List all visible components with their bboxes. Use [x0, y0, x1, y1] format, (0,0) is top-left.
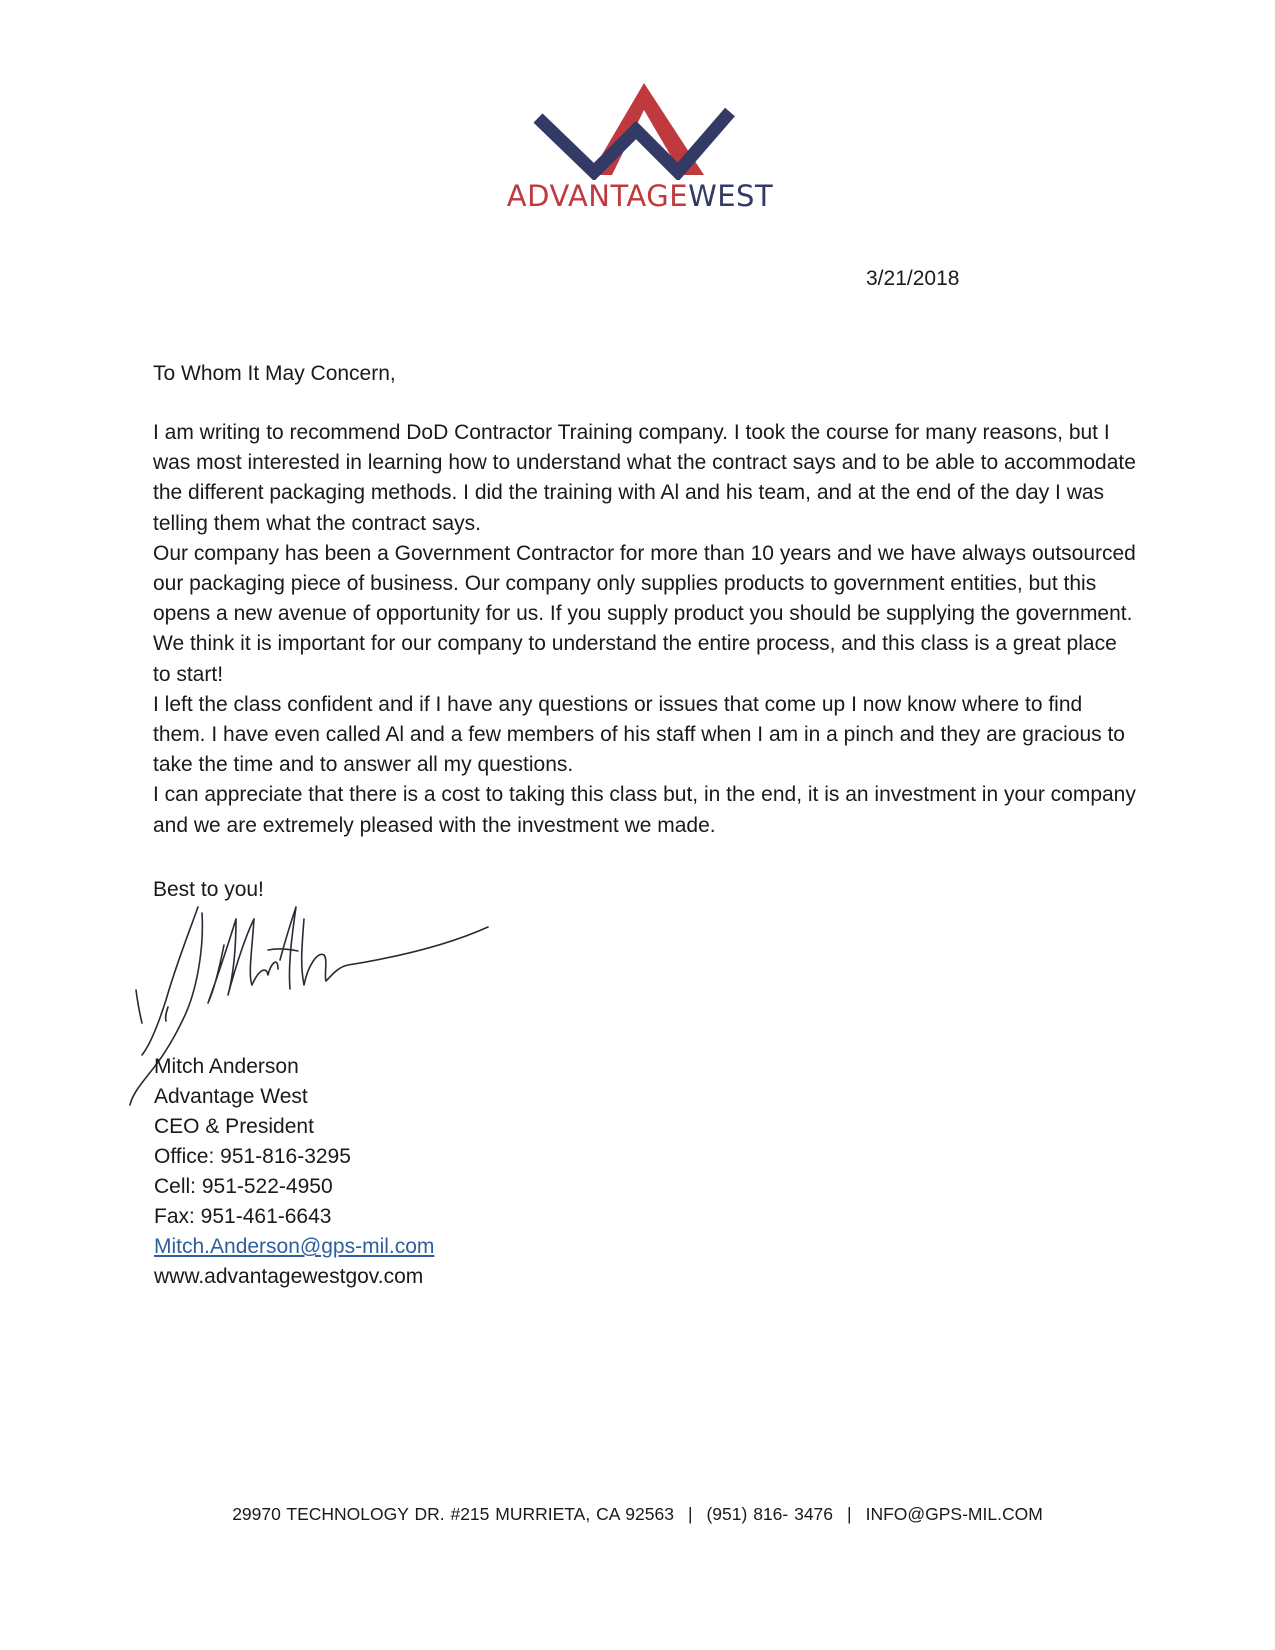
footer-phone: (951) 816- 3476 — [706, 1504, 834, 1524]
signer-fax: Fax: 951-461-6643 — [154, 1205, 332, 1228]
footer-address: 29970 TECHNOLOGY DR. #215 MURRIETA, CA 92563 — [232, 1504, 674, 1524]
signer-cell-phone: Cell: 951-522-4950 — [154, 1175, 333, 1198]
signer-title: CEO & President — [154, 1115, 314, 1138]
logo-word-west: WEST — [688, 179, 774, 213]
letter-body — [153, 418, 1138, 841]
company-logo — [470, 80, 810, 215]
signer-email-link[interactable]: Mitch.Anderson@gps-mil.com — [154, 1235, 435, 1258]
signature-block — [154, 1052, 434, 1292]
footer-separator: | — [847, 1504, 852, 1524]
signer-company: Advantage West — [154, 1085, 308, 1108]
signer-name: Mitch Anderson — [154, 1055, 299, 1078]
footer-separator: | — [687, 1504, 693, 1524]
paragraph: I can appreciate that there is a cost to taking this class but, in the end, it is an investment in your company and we are extremely pleased with the investment we made. — [153, 783, 1136, 837]
logo-wordmark — [470, 178, 810, 214]
closing: Best to you! — [153, 878, 264, 901]
salutation: To Whom It May Concern, — [153, 362, 396, 385]
signer-office-phone: Office: 951-816-3295 — [154, 1145, 351, 1168]
paragraph: Our company has been a Government Contractor for more than 10 years and we have always outsourced our packaging piece of business. Our company only supplies products to government entities, but this opens a new avenue of opportunity for us. If you supply product you should be supplying the government. We think it is important for our company to understand the entire process, and this class is a great place to start! — [153, 541, 1136, 686]
paragraph: I am writing to recommend DoD Contractor Training company. I took the course for many reasons, but I was most interested in learning how to understand what the contract says and to be able to accommodate the different packaging methods. I did the training with Al and his team, and at the end of the day I was telling them what the contract says. — [153, 421, 1136, 535]
signer-website: www.advantagewestgov.com — [154, 1265, 424, 1288]
paragraph: I left the class confident and if I have any questions or issues that come up I now know where to find them. I have even called Al and a few members of his staff when I am in a pinch and they are gracious to take the time and to answer all my questions. — [153, 692, 1125, 777]
letter-footer — [0, 1503, 1275, 1525]
logo-mark-icon — [532, 80, 737, 180]
logo-word-advantage: ADVANTAGE — [506, 179, 689, 213]
letter-date: 3/21/2018 — [866, 267, 960, 290]
footer-email: INFO@GPS-MIL.COM — [865, 1504, 1043, 1524]
